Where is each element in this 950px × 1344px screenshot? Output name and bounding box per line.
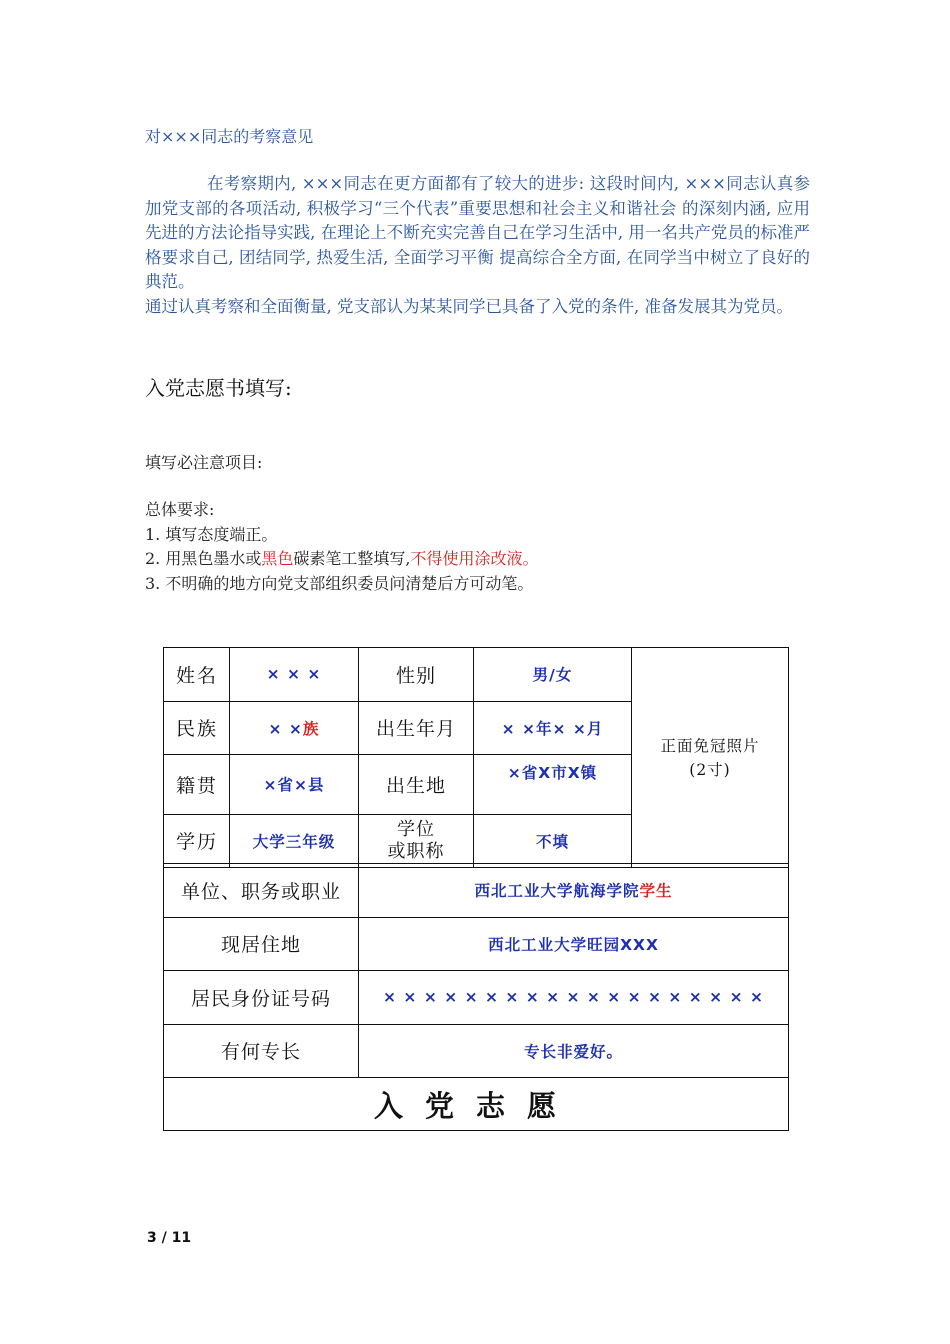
education-value: 大学三年级 [230,814,359,868]
degree-label [359,814,474,868]
section-heading: 入党志愿书填写: [145,376,292,400]
opinion-paragraph-2: 通过认真考察和全面衡量, 党支部认为某某同学已具备了入党的条件, 准备发展其为党员。 [145,296,793,316]
notice-title: 填写必注意项目: [145,453,263,472]
table-row [164,864,789,918]
native-place-value: ×省×县 [230,755,359,815]
table-row [164,648,789,702]
requirement-item-1: 1. 填写态度端正。 [145,524,278,544]
table-row [164,1078,789,1131]
opinion-paragraph-1: 在考察期内, ×××同志在更方面都有了较大的进步: 这段时间内, ×××同志认真参加党支部的各项活动, 积极学习“三个代表”重要思想和社会主义和谐社会 的深刻内涵, 应用先进的方法论指导实践, 在理论上不断充实完善自己在学习生活中, 用一名共产党员的标准严格要求自己, 团结同学, 热爱生活, 全面学习平衡 提高综合全方面, 在同学当中树立了良好的典范。 [145,174,810,291]
birthplace-value: ×省X市X镇 [474,755,632,815]
degree-label-line-2: 或职称 [387,840,445,862]
unit-value-prefix: 西北工业大学航海学院 [474,882,640,901]
requirement-item-2-mid: 碳素笔工整填写, [293,549,411,568]
requirement-item-3: 3. 不明确的地方向党支部组织委员问清楚后方可动笔。 [145,573,534,593]
education-label: 学历 [164,814,230,868]
birth-date-label: 出生年月 [359,701,474,755]
unit-value [359,864,789,918]
table-row [164,971,789,1025]
table-row [164,917,789,971]
address-value: 西北工业大学旺园XXX [359,917,789,971]
application-banner: 入党志愿 [164,1078,789,1131]
opinion-body [145,172,810,319]
unit-label-cell: 单位、职务或职业 [164,864,359,918]
requirement-item-2-red-black: 黑色 [261,549,294,568]
requirements-title: 总体要求: [145,500,215,519]
opinion-title: 对×××同志的考察意见 [145,127,314,146]
table-row [164,1024,789,1078]
application-form-table-lower [163,863,789,1131]
requirement-item-2 [145,547,538,572]
photo-label-line-2: (2寸) [689,760,731,779]
gender-value: 男/女 [474,648,632,702]
unit-value-suffix: 学生 [639,882,673,901]
native-place-label: 籍贯 [164,755,230,815]
birth-date-value: × ×年× ×月 [474,701,632,755]
degree-value: 不填 [474,814,632,868]
ethnicity-value-suffix: 族 [302,719,320,738]
requirements-block [145,498,538,596]
birthplace-label: 出生地 [359,755,474,815]
gender-label: 性别 [359,648,474,702]
specialty-label: 有何专长 [164,1024,359,1078]
id-number-label: 居民身份证号码 [164,971,359,1025]
requirement-item-2-prefix: 2. 用黑色墨水或 [145,549,262,568]
degree-label-line-1: 学位 [397,818,435,840]
address-label: 现居住地 [164,917,359,971]
requirement-item-2-red-warning: 不得使用涂改液。 [410,549,539,568]
specialty-value: 专长非爱好。 [359,1024,789,1078]
photo-placeholder [632,648,789,868]
id-number-value: × × × × × × × × × × × × × × × × × × × [359,971,789,1025]
photo-label-line-1: 正面免冠照片 [660,736,760,755]
ethnicity-value [230,701,359,755]
page-number: 3 / 11 [147,1230,192,1246]
application-form-table [163,647,789,868]
ethnicity-value-prefix: × × [268,719,303,738]
name-label: 姓名 [164,648,230,702]
ethnicity-label: 民族 [164,701,230,755]
name-value: × × × [230,648,359,702]
